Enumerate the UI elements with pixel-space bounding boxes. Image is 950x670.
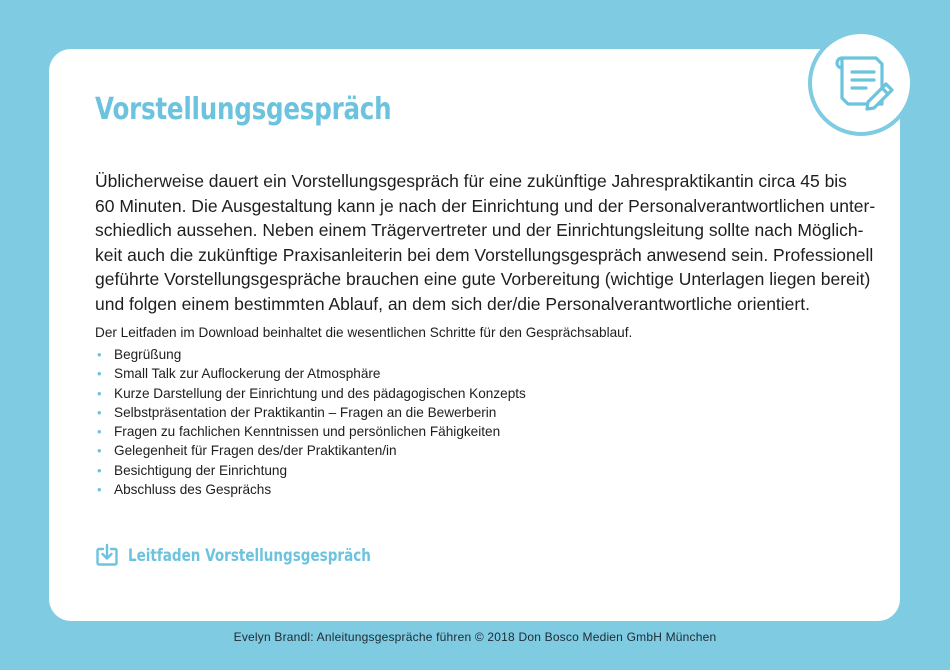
list-item	[95, 480, 526, 499]
list-item	[95, 461, 526, 480]
list-item-label: Small Talk zur Auflockerung der Atmosphäre	[114, 366, 381, 382]
list-item	[95, 345, 526, 364]
intro-line: 60 Minuten. Die Ausgestaltung kann je nach der Einrichtung und der Personalverantwortlichen unter-	[95, 195, 876, 216]
list-item-label: Selbstpräsentation der Praktikantin – Fragen an die Bewerberin	[114, 404, 497, 420]
intro-line: schiedlich aussehen. Neben einem Trägervertreter und der Einrichtungsleitung sollte nach Möglich-	[95, 220, 864, 240]
copyright-footer: Evelyn Brandl: Anleitungsgespräche führen © 2018 Don Bosco Medien GmbH München	[233, 630, 717, 644]
download-link[interactable]	[95, 542, 424, 568]
page-title: Vorstellungsgespräch	[95, 92, 392, 127]
intro-line: Üblicherweise dauert ein Vorstellungsgespräch für eine zukünftige Jahrespraktikantin circa 45 bis	[95, 171, 847, 191]
intro-line: und folgen einem bestimmten Ablauf, an dem sich der/die Personalverantwortliche orientiert.	[95, 293, 810, 314]
intro-line: keit auch die zukünftige Praxisanleiterin bei dem Vorstellungsgespräch anwesend sein. Professionell	[95, 244, 874, 265]
bullet-icon: •	[97, 404, 102, 420]
list-item-label: Begrüßung	[114, 347, 182, 362]
intro-paragraph	[95, 169, 876, 316]
steps-list	[95, 345, 526, 499]
bullet-icon: •	[97, 347, 102, 362]
guide-intro: Der Leitfaden im Download beinhaltet die wesentlichen Schritte für den Gesprächsablauf.	[95, 325, 633, 340]
document-pen-icon	[808, 30, 914, 136]
bullet-icon: •	[97, 443, 102, 459]
list-item	[95, 364, 526, 383]
list-item	[95, 422, 526, 441]
list-item-label: Besichtigung der Einrichtung	[114, 462, 288, 478]
download-label[interactable]: Leitfaden Vorstellungsgespräch	[128, 545, 371, 565]
list-item	[95, 441, 526, 460]
list-item	[95, 384, 526, 403]
bullet-icon: •	[97, 462, 102, 478]
intro-line: geführte Vorstellungsgespräche brauchen eine gute Vorbereitung (wichtige Unterlagen liegen bereit)	[95, 269, 871, 289]
list-item-label: Gelegenheit für Fragen des/der Praktikanten/in	[114, 443, 397, 459]
bullet-icon: •	[97, 385, 102, 401]
bullet-icon: •	[97, 482, 102, 498]
bullet-icon: •	[97, 366, 102, 382]
download-icon	[95, 543, 119, 567]
bullet-icon: •	[97, 424, 102, 440]
list-item-label: Kurze Darstellung der Einrichtung und des pädagogischen Konzepts	[114, 385, 526, 401]
list-item-label: Abschluss des Gesprächs	[114, 482, 272, 498]
list-item	[95, 403, 526, 422]
list-item-label: Fragen zu fachlichen Kenntnissen und persönlichen Fähigkeiten	[114, 424, 501, 440]
